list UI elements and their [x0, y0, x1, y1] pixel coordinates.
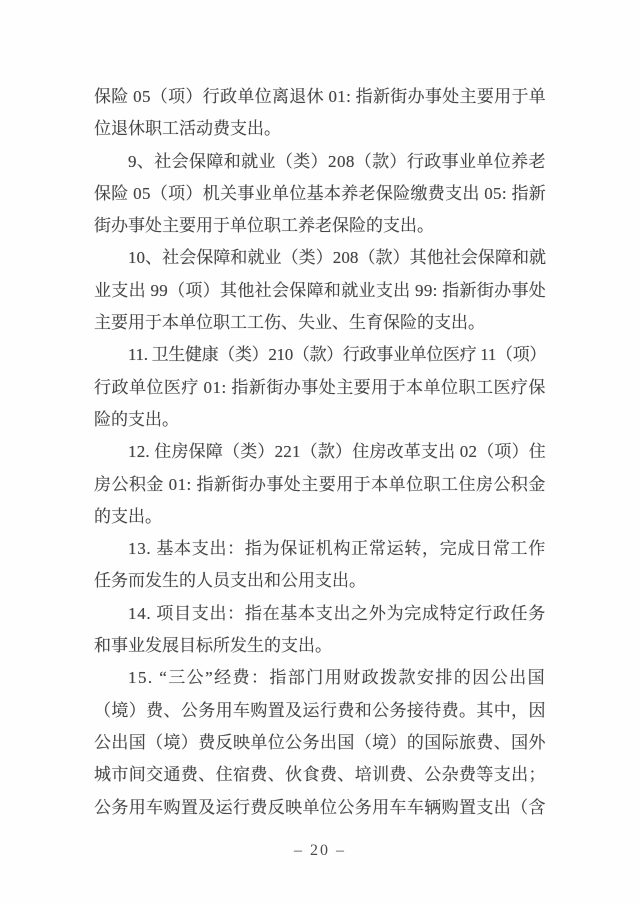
text-line: 15. “三公”经费：指部门用财政拨款安排的因公出国: [128, 668, 547, 688]
text-line: 保险 05（项）行政单位离退休 01: 指新街办事处主要用于单: [94, 87, 547, 106]
text-line: 业支出 99（项）其他社会保障和就业支出 99: 指新街办事处: [94, 280, 547, 300]
text-line: （境）费、公务用车购置及运行费和公务接待费。其中，因: [94, 700, 546, 720]
page-number: – 20 –: [294, 842, 346, 859]
text-line: 9、社会保障和就业（类）208（款）行政事业单位养老: [128, 151, 546, 171]
text-line: 险的支出。: [94, 409, 179, 429]
text-line: 行政单位医疗 01: 指新街办事处主要用于本单位职工医疗保: [94, 377, 546, 397]
text-line: 城市间交通费、住宿费、伙食费、培训费、公杂费等支出；: [94, 765, 546, 785]
text-line: 街办事处主要用于单位职工养老保险的支出。: [94, 216, 434, 236]
text-line: 房公积金 01: 指新街办事处主要用于本单位职工住房公积金: [94, 474, 546, 494]
text-line: 主要用于本单位职工工伤、失业、生育保险的支出。: [94, 313, 485, 333]
text-line: 的支出。: [94, 506, 162, 526]
text-line: 10、社会保障和就业（类）208（款）其他社会保障和就: [128, 248, 547, 268]
text-line: 11. 卫生健康（类）210（款）行政事业单位医疗 11（项）: [128, 345, 547, 365]
text-line: 13. 基本支出：指为保证机构正常运转，完成日常工作: [128, 539, 546, 559]
text-line: 公务用车购置及运行费反映单位公务用车车辆购置支出（含: [94, 797, 546, 817]
text-line: 和事业发展目标所发生的支出。: [94, 636, 332, 656]
text-line: 公出国（境）费反映单位公务出国（境）的国际旅费、国外: [94, 732, 546, 752]
body-text: [94, 81, 546, 824]
page-footer: [0, 842, 640, 860]
text-line: 12. 住房保障（类）221（款）住房改革支出 02（项）住: [128, 442, 546, 462]
text-line: 保险 05（项）机关事业单位基本养老保险缴费支出 05: 指新: [94, 183, 547, 203]
text-line: 任务而发生的人员支出和公用支出。: [94, 571, 366, 591]
text-line: 位退休职工活动费支出。: [94, 119, 281, 139]
text-line: 14. 项目支出：指在基本支出之外为完成特定行政任务: [128, 603, 546, 623]
